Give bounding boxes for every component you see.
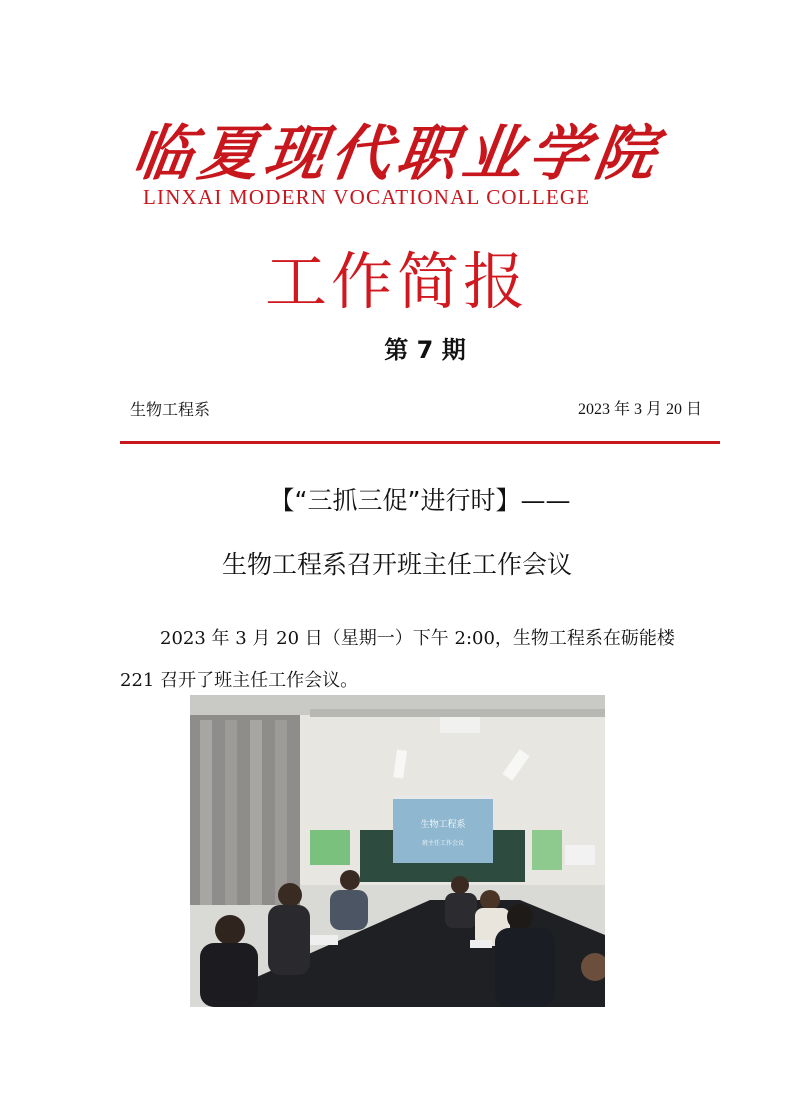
department-label: 生物工程系 xyxy=(130,400,211,419)
issue-number: 第 7 期 xyxy=(384,336,466,364)
college-logo-chinese: 临夏现代职业学院 xyxy=(128,119,666,189)
header-divider xyxy=(120,441,720,444)
bulletin-title: 工作简报 xyxy=(264,245,529,318)
screen-title-text: 生物工程系 xyxy=(420,820,466,830)
article-paragraph: 2023 年 3 月 20 日（星期一）下午 2:00，生物工程系在砺能楼 221 召开了班主任工作会议。 xyxy=(120,628,675,691)
college-logo-english: LINXAI MODERN VOCATIONAL COLLEGE xyxy=(143,185,591,209)
meeting-photo xyxy=(190,695,605,1007)
article-headline-line1: 【“三抓三促”进行时】—— xyxy=(269,486,571,515)
screen-subtitle-text: 班主任工作会议 xyxy=(421,840,465,847)
article-headline-line2: 生物工程系召开班主任工作会议 xyxy=(221,550,572,579)
publish-date: 2023 年 3 月 20 日 xyxy=(577,401,702,418)
